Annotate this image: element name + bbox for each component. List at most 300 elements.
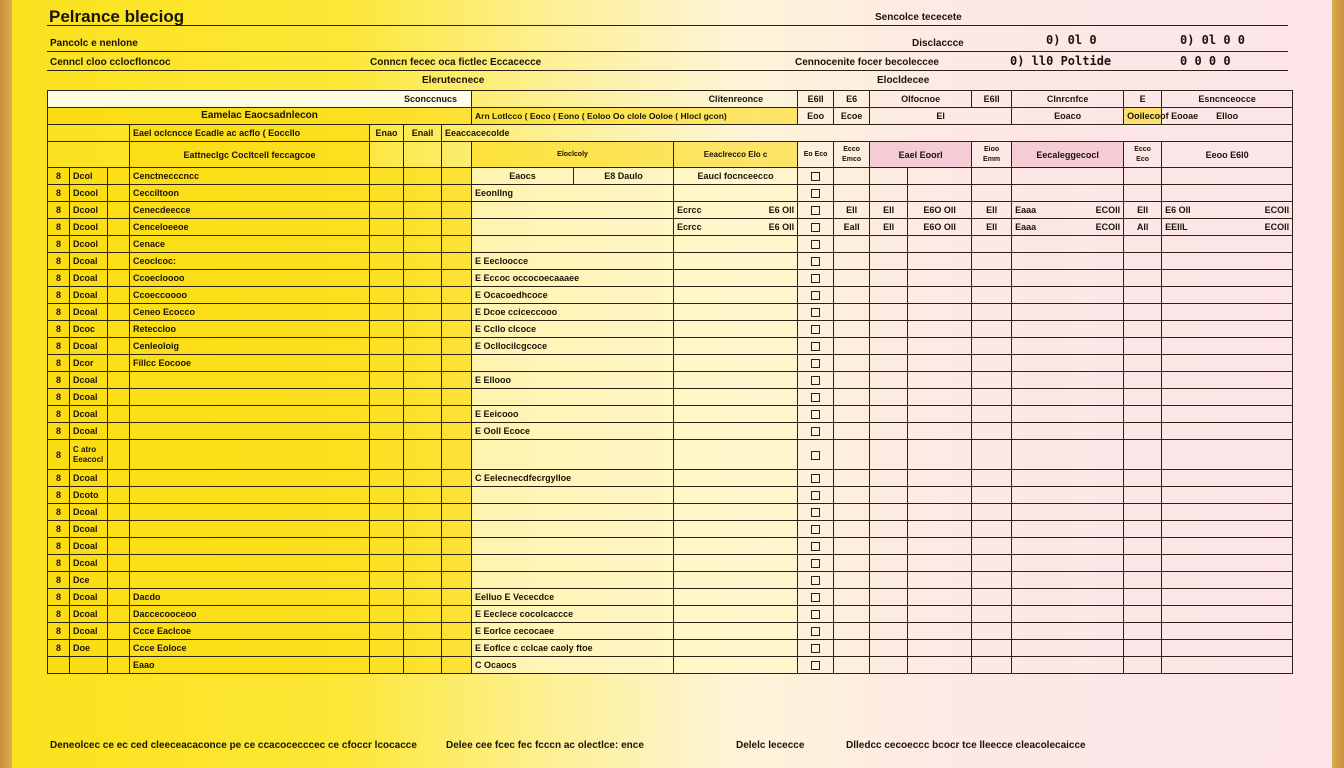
checkbox-icon[interactable]: [811, 410, 820, 419]
row-col-a: [370, 406, 404, 423]
row-number: 8: [48, 304, 70, 321]
row-col-b: [404, 270, 442, 287]
checkbox-icon[interactable]: [811, 593, 820, 602]
row-col-c: [442, 287, 472, 304]
row-cell-6: [1124, 640, 1162, 657]
row-value: [674, 470, 798, 487]
row-code: Dcoc: [70, 321, 108, 338]
row-cell-6: [1124, 389, 1162, 406]
code-4: 0 0 0 0: [1180, 54, 1231, 68]
row-marker: [108, 304, 130, 321]
row-value-right: E6 Oll: [768, 205, 795, 215]
row-description: Eaao: [130, 657, 370, 674]
row-cell-2: [870, 555, 908, 572]
row-cell-7: [1162, 406, 1293, 423]
row-mid: [472, 504, 674, 521]
table-row: [48, 538, 1293, 555]
row-code: Dcoal: [70, 606, 108, 623]
checkbox-icon[interactable]: [811, 342, 820, 351]
row-description: [130, 487, 370, 504]
checkbox-icon[interactable]: [811, 274, 820, 283]
row-checkbox[interactable]: [798, 304, 834, 321]
row-cell-7: [1162, 640, 1293, 657]
row-cell-1: [834, 287, 870, 304]
row-cell-7: [1162, 657, 1293, 674]
row-description: Reteccloo: [130, 321, 370, 338]
table-row: [48, 287, 1293, 304]
checkbox-icon[interactable]: [811, 661, 820, 670]
row-col-b: [404, 623, 442, 640]
band-2-a: Eoo: [798, 108, 834, 125]
row-col-b: [404, 487, 442, 504]
row-code: Dcoal: [70, 406, 108, 423]
row-marker: [108, 423, 130, 440]
row-col-c: [442, 623, 472, 640]
row-checkbox[interactable]: [798, 572, 834, 589]
row-checkbox[interactable]: [798, 253, 834, 270]
row-checkbox[interactable]: [798, 657, 834, 674]
row-description: Cenleoloig: [130, 338, 370, 355]
row-cell-4: Ell: [972, 202, 1012, 219]
row-cell-1: Eall: [834, 219, 870, 236]
row-col-b: [404, 236, 442, 253]
checkbox-icon[interactable]: [811, 525, 820, 534]
table-row: [48, 270, 1293, 287]
row-col-a: [370, 168, 404, 185]
row-number: 8: [48, 355, 70, 372]
row-cell-1: [834, 253, 870, 270]
row-checkbox[interactable]: [798, 372, 834, 389]
checkbox-icon[interactable]: [811, 474, 820, 483]
row-cell-3: [908, 338, 972, 355]
row-col-a: [370, 538, 404, 555]
row-number: 8: [48, 640, 70, 657]
row-mid: E Ellooo: [472, 372, 674, 389]
row-cell-2: [870, 623, 908, 640]
row-cell-7: [1162, 606, 1293, 623]
checkbox-icon[interactable]: [811, 376, 820, 385]
row-marker: [108, 287, 130, 304]
row-value: [674, 657, 798, 674]
row-number: 8: [48, 287, 70, 304]
row-cell-2: [870, 406, 908, 423]
checkbox-icon[interactable]: [811, 576, 820, 585]
row-description: [130, 538, 370, 555]
row-col-c: [442, 185, 472, 202]
right-label-2: Cennocenite focer becoleccee: [795, 57, 939, 68]
band-4-h1: Eeaclrecco Elo c: [674, 142, 798, 168]
row-code: Dcoal: [70, 470, 108, 487]
row-number: 8: [48, 572, 70, 589]
row-number: [48, 657, 70, 674]
row-number: 8: [48, 606, 70, 623]
row-checkbox[interactable]: [798, 321, 834, 338]
row-mid: [472, 555, 674, 572]
row-number: 8: [48, 589, 70, 606]
row-checkbox[interactable]: [798, 487, 834, 504]
band-3-mid-title: Eeaccacecolde: [442, 125, 1293, 142]
table-row: [48, 487, 1293, 504]
row-checkbox[interactable]: [798, 236, 834, 253]
checkbox-icon[interactable]: [811, 559, 820, 568]
row-checkbox[interactable]: [798, 640, 834, 657]
row-value: [674, 185, 798, 202]
checkbox-icon[interactable]: [811, 644, 820, 653]
row-description: [130, 504, 370, 521]
row-checkbox[interactable]: [798, 355, 834, 372]
checkbox-icon[interactable]: [811, 627, 820, 636]
row-marker: [108, 253, 130, 270]
row-value: [674, 406, 798, 423]
row-value: [674, 606, 798, 623]
row-cell-7: [1162, 304, 1293, 321]
row-value: [674, 304, 798, 321]
row-cell-6: [1124, 606, 1162, 623]
table-row: [48, 372, 1293, 389]
row-cell-7: [1162, 623, 1293, 640]
row-checkbox[interactable]: [798, 219, 834, 236]
table-row: [48, 440, 1293, 470]
row-checkbox[interactable]: [798, 389, 834, 406]
band-1-c7: E: [1124, 91, 1162, 108]
checkbox-icon[interactable]: [811, 308, 820, 317]
row-cell-5: [1012, 423, 1124, 440]
checkbox-icon[interactable]: [811, 172, 820, 181]
row-cell-4: [972, 253, 1012, 270]
row-col-a: [370, 287, 404, 304]
row-marker: [108, 355, 130, 372]
row-cell-4: [972, 606, 1012, 623]
row-cell-5: [1012, 440, 1124, 470]
row-cell-2: [870, 538, 908, 555]
row-checkbox[interactable]: [798, 270, 834, 287]
row-cell-4: [972, 389, 1012, 406]
row-value: [674, 623, 798, 640]
row-cell-6: [1124, 470, 1162, 487]
row-cell-4: [972, 589, 1012, 606]
row-number: 8: [48, 202, 70, 219]
row-cell-5: [1012, 355, 1124, 372]
band-1-c6: Clnrcnfce: [1012, 91, 1124, 108]
row-cell-4: [972, 640, 1012, 657]
row-col-a: [370, 657, 404, 674]
row-col-b: [404, 504, 442, 521]
checkbox-icon[interactable]: [811, 240, 820, 249]
row-col-b: [404, 304, 442, 321]
row-cell-6: [1124, 487, 1162, 504]
checkbox-icon[interactable]: [811, 393, 820, 402]
row-col-b: [404, 640, 442, 657]
row-mid: E Ooll Ecoce: [472, 423, 674, 440]
row-description: [130, 440, 370, 470]
row-cell-5: [1012, 287, 1124, 304]
row-cell-5: [1012, 406, 1124, 423]
checkbox-icon[interactable]: [811, 291, 820, 300]
row-cell-2: [870, 355, 908, 372]
row-cell-5: [1012, 270, 1124, 287]
row-col-c: [442, 202, 472, 219]
row-cell-6: [1124, 572, 1162, 589]
table-row: [48, 219, 1293, 236]
row-checkbox[interactable]: [798, 504, 834, 521]
row-col-b: [404, 589, 442, 606]
checkbox-icon[interactable]: [811, 542, 820, 551]
table-row: [48, 657, 1293, 674]
row-value: [674, 355, 798, 372]
row-mid: E Eecloocce: [472, 253, 674, 270]
code-1: 0) 0l 0: [1046, 33, 1097, 47]
row-cell-7: [1162, 355, 1293, 372]
row-description: [130, 423, 370, 440]
row-checkbox[interactable]: [798, 555, 834, 572]
row-checkbox[interactable]: [798, 470, 834, 487]
row-checkbox[interactable]: [798, 338, 834, 355]
rule-3: [47, 70, 1288, 71]
row-cell-1: [834, 606, 870, 623]
row-col-a: [370, 623, 404, 640]
checkbox-icon[interactable]: [811, 223, 820, 232]
table-row: [48, 304, 1293, 321]
row-col-b: [404, 168, 442, 185]
row-code: Dcool: [70, 202, 108, 219]
row-description: Fillcc Eocooe: [130, 355, 370, 372]
row-checkbox[interactable]: [798, 538, 834, 555]
row-cell-1: [834, 304, 870, 321]
row-cell-7-right: ECOll: [1264, 205, 1290, 215]
band-4-sub-head: Eloclcoly: [472, 142, 674, 168]
band-1-c1: Clitenreonce: [472, 91, 798, 108]
row-value: Eaucl focnceecco: [674, 168, 798, 185]
band-4-last: Eeoo E6l0: [1162, 142, 1293, 168]
row-cell-6: [1124, 440, 1162, 470]
row-value: [674, 521, 798, 538]
row-marker: [108, 389, 130, 406]
row-cell-4: [972, 470, 1012, 487]
row-col-c: [442, 538, 472, 555]
row-description: Daccecooceoo: [130, 606, 370, 623]
checkbox-icon[interactable]: [811, 359, 820, 368]
row-description: [130, 521, 370, 538]
row-cell-3: [908, 185, 972, 202]
row-cell-3: [908, 521, 972, 538]
row-mid: [472, 538, 674, 555]
band-2-c: El: [870, 108, 1012, 125]
row-col-b: [404, 440, 442, 470]
row-cell-1: [834, 406, 870, 423]
row-col-c: [442, 521, 472, 538]
row-col-a: [370, 555, 404, 572]
checkbox-icon[interactable]: [811, 508, 820, 517]
row-cell-7: [1162, 270, 1293, 287]
row-mid: E Dcoe cciceccooo: [472, 304, 674, 321]
row-value: [674, 287, 798, 304]
row-marker: [108, 168, 130, 185]
row-code: Doe: [70, 640, 108, 657]
row-cell-6: [1124, 423, 1162, 440]
row-cell-1: [834, 372, 870, 389]
row-number: 8: [48, 440, 70, 470]
row-cell-6: [1124, 355, 1162, 372]
row-description: Dacdo: [130, 589, 370, 606]
row-checkbox[interactable]: [798, 440, 834, 470]
top-center-label: Sencolce tececete: [875, 12, 962, 23]
row-cell-3: [908, 640, 972, 657]
row-checkbox[interactable]: [798, 423, 834, 440]
row-value: [674, 202, 798, 219]
row-col-b: [404, 521, 442, 538]
row-number: 8: [48, 538, 70, 555]
row-cell-7: [1162, 521, 1293, 538]
checkbox-icon[interactable]: [811, 206, 820, 215]
band-4-blank-2: [404, 142, 442, 168]
row-cell-2: [870, 423, 908, 440]
row-cell-3: [908, 389, 972, 406]
row-cell-2: [870, 572, 908, 589]
row-description: [130, 470, 370, 487]
row-col-c: [442, 253, 472, 270]
row-col-c: [442, 470, 472, 487]
row-cell-5: [1012, 521, 1124, 538]
row-number: 8: [48, 219, 70, 236]
checkbox-icon[interactable]: [811, 325, 820, 334]
row-cell-2: [870, 270, 908, 287]
row-value: [674, 219, 798, 236]
checkbox-icon[interactable]: [811, 189, 820, 198]
row-value: [674, 440, 798, 470]
row-col-b: [404, 372, 442, 389]
row-cell-4: [972, 504, 1012, 521]
row-cell-6: [1124, 236, 1162, 253]
row-mid: E Eeicooo: [472, 406, 674, 423]
row-checkbox[interactable]: [798, 185, 834, 202]
band-4-spacer: [48, 142, 130, 168]
row-value: [674, 270, 798, 287]
row-col-c: [442, 440, 472, 470]
row-value: [674, 640, 798, 657]
row-cell-4: [972, 321, 1012, 338]
table-row: [48, 623, 1293, 640]
row-col-a: [370, 270, 404, 287]
checkbox-icon[interactable]: [811, 451, 820, 460]
row-mid: Eaocs: [472, 168, 574, 185]
band-3-small-1: Enao: [370, 125, 404, 142]
row-value: [674, 589, 798, 606]
row-value: [674, 487, 798, 504]
document-title: Pelrance bleciog: [49, 7, 185, 26]
row-mid: [472, 202, 674, 219]
row-cell-1: [834, 423, 870, 440]
row-col-a: [370, 640, 404, 657]
row-checkbox[interactable]: [798, 168, 834, 185]
row-cell-3: [908, 538, 972, 555]
row-col-b: [404, 338, 442, 355]
row-col-c: [442, 572, 472, 589]
row-cell-6: [1124, 521, 1162, 538]
row-mid: [472, 440, 674, 470]
row-cell-1: [834, 623, 870, 640]
row-cell-7: [1162, 219, 1293, 236]
row-cell-2: [870, 470, 908, 487]
row-col-c: [442, 423, 472, 440]
row-cell-1: [834, 538, 870, 555]
row-number: 8: [48, 389, 70, 406]
row-code: Dcoal: [70, 304, 108, 321]
band-3-spacer: [48, 125, 130, 142]
row-cell-5: [1012, 372, 1124, 389]
row-col-b: [404, 219, 442, 236]
left-field-1: Pancolc e nenlone: [50, 38, 138, 49]
checkbox-icon[interactable]: [811, 491, 820, 500]
row-checkbox[interactable]: [798, 406, 834, 423]
row-cell-3: [908, 440, 972, 470]
row-checkbox[interactable]: [798, 623, 834, 640]
row-code: Dcor: [70, 355, 108, 372]
row-cell-6: [1124, 304, 1162, 321]
row-cell-2: [870, 657, 908, 674]
row-cell-4: [972, 406, 1012, 423]
row-mid: E Eorlce cecocaee: [472, 623, 674, 640]
row-checkbox[interactable]: [798, 287, 834, 304]
band-1-c3: E6: [834, 91, 870, 108]
row-checkbox[interactable]: [798, 606, 834, 623]
row-col-c: [442, 406, 472, 423]
row-cell-4: [972, 538, 1012, 555]
row-cell-1: [834, 640, 870, 657]
row-number: 8: [48, 406, 70, 423]
row-cell-5: [1012, 321, 1124, 338]
row-cell-2: [870, 606, 908, 623]
row-col-b: [404, 538, 442, 555]
right-label-1: Disclaccce: [912, 38, 964, 49]
row-cell-4: [972, 355, 1012, 372]
row-checkbox[interactable]: [798, 202, 834, 219]
row-cell-1: [834, 338, 870, 355]
row-cell-2: [870, 389, 908, 406]
row-number: 8: [48, 470, 70, 487]
row-cell-6: Ell: [1124, 202, 1162, 219]
row-checkbox[interactable]: [798, 589, 834, 606]
row-value: [674, 321, 798, 338]
checkbox-icon[interactable]: [811, 257, 820, 266]
row-cell-7: [1162, 440, 1293, 470]
row-mid: [472, 355, 674, 372]
table-row: [48, 640, 1293, 657]
row-col-a: [370, 219, 404, 236]
row-cell-2: Ell: [870, 219, 908, 236]
band-4-pink-2: Eecaleggecocl: [1012, 142, 1124, 168]
checkbox-icon[interactable]: [811, 610, 820, 619]
row-col-b: [404, 287, 442, 304]
row-cell-7: [1162, 423, 1293, 440]
row-value: [674, 372, 798, 389]
row-cell-3: [908, 236, 972, 253]
row-code: Dcoal: [70, 504, 108, 521]
ledger-body: [48, 91, 1293, 674]
row-value-pair: [677, 222, 794, 232]
row-checkbox[interactable]: [798, 521, 834, 538]
row-cell-5-left: Eaaa: [1015, 222, 1037, 232]
row-marker: [108, 338, 130, 355]
row-description: Ceoclcoc:: [130, 253, 370, 270]
row-cell-3: [908, 606, 972, 623]
band-4-h2: Eo Eco: [798, 142, 834, 168]
checkbox-icon[interactable]: [811, 427, 820, 436]
row-cell-3: [908, 504, 972, 521]
row-mid: [472, 236, 674, 253]
table-row: [48, 606, 1293, 623]
band-4-row: [48, 142, 1293, 168]
row-marker: [108, 487, 130, 504]
